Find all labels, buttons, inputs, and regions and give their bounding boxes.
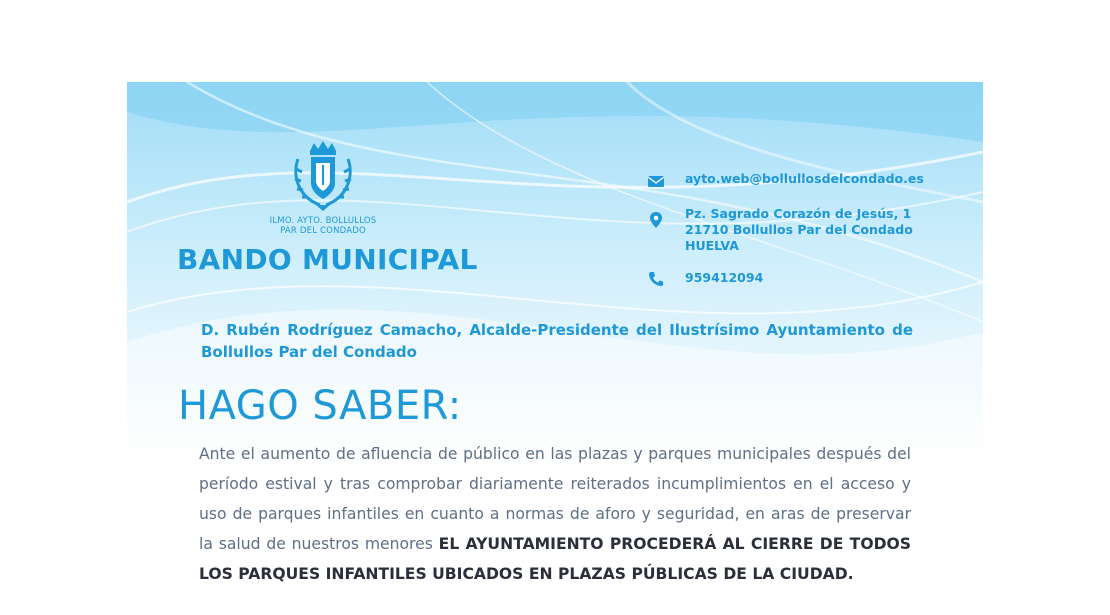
address-line2: 21710 Bollullos Par del Condado xyxy=(685,222,913,237)
contact-phone[interactable]: 959412094 xyxy=(685,270,764,285)
envelope-icon xyxy=(647,172,665,190)
coat-of-arms-logo xyxy=(292,139,354,215)
announcement-body-emphasis: EL AYUNTAMIENTO PROCEDERÁ AL CIERRE DE TODOS LOS PARQUES INFANTILES UBICADOS EN PLAZAS PÚBLICAS DE LA CIUDAD. xyxy=(199,535,912,583)
address-line1: Pz. Sagrado Corazón de Jesús, 1 xyxy=(685,206,912,221)
city-name-line2: PAR DEL CONDADO xyxy=(280,226,366,236)
issuer-statement: D. Rubén Rodríguez Camacho, Alcalde-Presidente del Ilustrísimo Ayuntamiento de Bollullos Par del Condado xyxy=(201,321,913,361)
location-pin-icon xyxy=(647,211,665,229)
city-name xyxy=(247,216,399,236)
address-line3: HUELVA xyxy=(685,238,739,253)
announcement-body xyxy=(199,439,911,589)
city-name-line1: ILMO. AYTO. BOLLULLOS xyxy=(269,216,377,226)
announcement-body-text: Ante el aumento de afluencia de público en las plazas y parques municipales después del período estival y tras comprobar diariamente reiterados incumplimientos en el acceso y uso de parques infantiles en cuanto a normas de aforo y seguridad, en aras de preservar la salud de nuestros menores xyxy=(199,445,911,553)
contact-email[interactable]: ayto.web@bollullosdelcondado.es xyxy=(685,171,924,186)
phone-icon xyxy=(647,270,665,288)
announcement-heading: HAGO SABER: xyxy=(178,383,462,429)
page-title: BANDO MUNICIPAL xyxy=(177,243,478,276)
contact-address xyxy=(685,206,913,254)
